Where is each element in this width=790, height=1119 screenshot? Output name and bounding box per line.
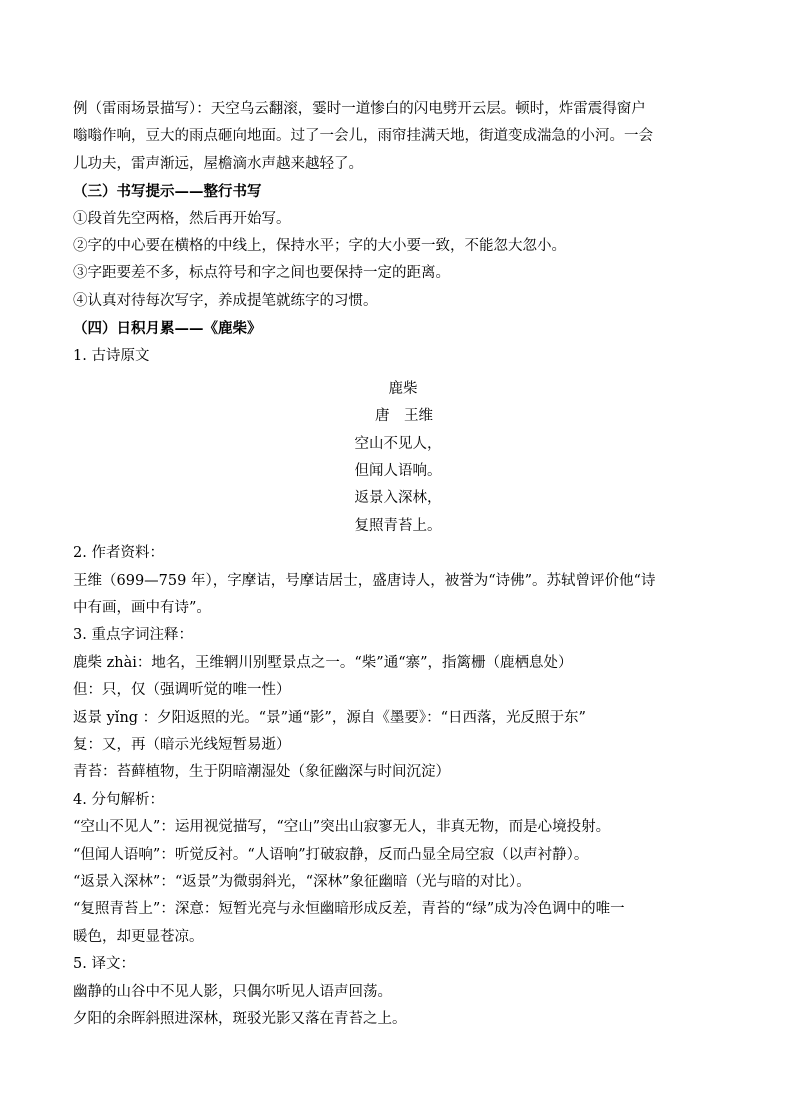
- analysis-line: “但闻人语响”：听觉反衬。“人语响”打破寂静，反而凸显全局空寂（以声衬静）。: [73, 846, 589, 863]
- translation-line: 夕阳的余晖斜照进深林，斑驳光影又落在青苔之上。: [73, 1010, 407, 1027]
- analysis-line: “空山不见人”：运用视觉描写，“空山”突出山寂寥无人，非真无物，而是心境投射。: [73, 819, 611, 836]
- section-heading-writing-tips: （三）书写提示——整行书写: [73, 183, 262, 201]
- poem-line: 复照青苔上。: [354, 517, 442, 534]
- word-note: 青苔：苔藓植物，生于阴暗潮湿处（象征幽深与时间沉淀）: [73, 764, 450, 781]
- analysis-line: “复照青苔上”：深意：短暂光亮与永恒幽暗形成反差，青苔的“绿”成为冷色调中的唯一: [73, 901, 625, 918]
- writing-tip-item: ②字的中心要在横格的中线上，保持水平；字的大小要一致，不能忽大忽小。: [73, 237, 566, 254]
- analysis-line: 暖色，却更显苍凉。: [73, 928, 204, 945]
- example-paragraph-line: 嗡嗡作响，豆大的雨点砸向地面。过了一会儿，雨帘挂满天地，街道变成湍急的小河。一会: [73, 128, 653, 145]
- section-heading-daily-accumulation: （四）日积月累——《鹿柴》: [73, 320, 262, 338]
- word-note: 返景 yǐng ：夕阳返照的光。“景”通“影”，源自《墨要》：“日西落，光反照于东”: [73, 709, 586, 726]
- poem-line: 返景入深林，: [354, 490, 442, 507]
- subheading-poem-text: 1. 古诗原文: [73, 347, 150, 364]
- translation-line: 幽静的山谷中不见人影，只偶尔听见人语声回荡。: [73, 983, 392, 1000]
- writing-tip-item: ④认真对待每次写字，养成提笔就练字的习惯。: [73, 292, 378, 309]
- poem-title: 鹿柴: [388, 380, 418, 397]
- word-note: 鹿柴 zhài：地名，王维辋川别墅景点之一。“柴”通“寨”，指篱栅（鹿栖息处）: [73, 654, 573, 671]
- word-note: 但：只，仅（强调听觉的唯一性）: [73, 682, 291, 699]
- writing-tip-item: ③字距要差不多，标点符号和字之间也要保持一定的距离。: [73, 265, 450, 282]
- subheading-line-analysis: 4. 分句解析：: [73, 791, 164, 808]
- subheading-translation: 5. 译文：: [73, 956, 135, 973]
- author-info-line: 王维（699—759 年），字摩诘，号摩诘居士，盛唐诗人，被誉为“诗佛”。苏轼曾评价他“诗: [73, 572, 656, 589]
- analysis-line: “返景入深林”：“返景”为微弱斜光，“深林”象征幽暗（光与暗的对比）。: [73, 873, 531, 890]
- poem-line: 空山不见人，: [354, 435, 442, 452]
- document-page: [73, 96, 723, 1033]
- subheading-key-words: 3. 重点字词注释：: [73, 627, 193, 644]
- word-note: 复：又，再（暗示光线短暂易逝）: [73, 736, 291, 753]
- author-info-line: 中有画，画中有诗”。: [73, 600, 211, 617]
- poem-author: 唐 王维: [375, 408, 433, 425]
- example-paragraph-line: 例（雷雨场景描写）：天空乌云翻滚，霎时一道惨白的闪电劈开云层。顿时，炸雷震得窗户: [73, 101, 646, 117]
- writing-tip-item: ①段首先空两格，然后再开始写。: [73, 210, 291, 227]
- example-paragraph-line: 儿功夫，雷声渐远，屋檐滴水声越来越轻了。: [73, 155, 363, 172]
- poem-line: 但闻人语响。: [354, 463, 442, 480]
- subheading-author-info: 2. 作者资料：: [73, 545, 164, 562]
